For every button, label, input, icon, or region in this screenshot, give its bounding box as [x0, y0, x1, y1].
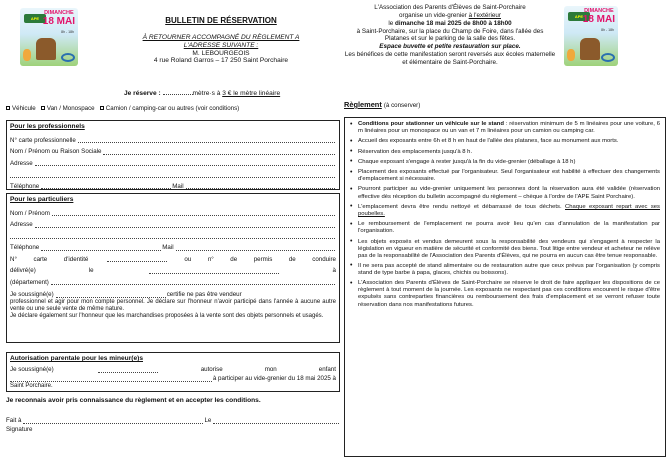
checkbox-icon[interactable] [6, 106, 10, 110]
id-word: permis [253, 255, 273, 263]
id-word: de [288, 255, 296, 263]
minor-word: mon [264, 366, 277, 374]
poster-date [583, 9, 615, 25]
field-label: à participer au vide-grenier du 18 mai 2025 à [212, 375, 336, 383]
certify-text-2: Je déclare également sur l'honneur que les marchandises proposées à la vente sont des objets personnels et usagés. [10, 313, 324, 320]
id-word: N° [10, 255, 17, 263]
rule-item [349, 221, 660, 235]
field-input[interactable] [10, 177, 335, 178]
assoc-text: le [388, 19, 396, 27]
vehicle-label: Van / Monospace [46, 105, 95, 112]
field-label: (département) [10, 278, 49, 286]
rule-text: Les objets exposés et vendus demeurent sous la responsabilité des vendeurs qui s'engagent à respecter la législation en vigueur en matière de sécurité et conformité des biens. Tout litige entre vendeur et acheteur ne relève pas de la responsabilité de l'Association des Parents d'Élèves, qui ne pourra en aucun cas être tenue responsable. [358, 238, 660, 259]
bicycle-illustration [61, 53, 75, 62]
pro-phone-mail-field[interactable] [10, 179, 336, 191]
field-label: Téléphone [10, 182, 40, 190]
rule-item [349, 204, 660, 218]
section-heading: Pour les particuliers [10, 196, 74, 203]
individuals-section [6, 193, 340, 343]
poster-hours: 8h - 18h [61, 30, 74, 34]
vehicle-label: Camion / camping-car ou autres (voir conditions) [105, 105, 240, 112]
id-word: carte [33, 255, 48, 263]
child-name-input[interactable] [10, 381, 212, 382]
pro-address-field[interactable] [10, 156, 336, 168]
field-label: Je soussigné(e) [10, 291, 54, 299]
field-label: Le [204, 417, 212, 425]
recipient-address: 4 rue Roland Garros – 17 250 Saint Porchaire [153, 57, 289, 65]
id-number-input[interactable] [107, 261, 167, 262]
rule-text: Réservation des emplacements jusqu'à 8 h. [358, 148, 473, 155]
rule-text: L'emplacement devra être rendu nettoyé et débarrassé de tous déchets. [358, 203, 565, 210]
rule-bold: Conditions pour stationner un véhicule sur le stand [358, 121, 504, 127]
assoc-line: Les bénéfices de cette manifestation seront reversés aux écoles maternelle et élémentaire de Saint-Porchaire. [344, 51, 556, 67]
poster-date [43, 11, 75, 27]
field-input[interactable] [78, 142, 335, 143]
phone-input[interactable] [41, 188, 171, 189]
assoc-line [344, 20, 556, 28]
vehicle-label: Véhicule [12, 105, 36, 112]
minor-line-1[interactable] [10, 365, 336, 374]
assoc-line: L'Association des Parents d'Élèves de Saint-Porchaire [374, 4, 526, 11]
rule-item [349, 121, 660, 135]
part-delivered-field[interactable] [10, 263, 336, 275]
field-label: certifie ne pas être vendeur [166, 291, 242, 299]
assoc-text: à l'extérieur [468, 11, 501, 19]
id-word: de [230, 255, 238, 263]
minor-word: autorise [200, 366, 223, 374]
phone-input[interactable] [41, 250, 161, 251]
poster-day: 18 MAI [42, 15, 75, 27]
association-intro [344, 4, 556, 67]
rules-subtitle: (à conserver) [383, 102, 421, 109]
field-label: Nom / Prénom [10, 209, 50, 217]
assoc-line: à Saint-Porchaire, sur la place du Champ de Foire, dans l'allée des Platanes et sur le parking de la salle des fêtes. [356, 27, 544, 43]
part-address-line-2[interactable] [10, 229, 336, 241]
vase-illustration [23, 49, 31, 61]
minor-line-3: Saint Porchaire. [10, 382, 53, 389]
return-line-2: L'ADRESSE SUIVANTE : [183, 41, 259, 49]
rule-text: Il ne sera pas accepté de stand alimentaire ou de restauration autre que ceux prévus par l'organisation (y compris stand de type barbe à papa, glaces, chichis ou boissons). [358, 262, 660, 277]
rule-text: Placement des exposants effectué par l'organisateur. Seul l'organisateur est habilité à effectuer des changements d'emplacement si nécessaire. [358, 169, 660, 183]
id-word: ou [184, 255, 192, 263]
field-input[interactable] [52, 215, 335, 216]
field-label: Téléphone [10, 244, 40, 252]
section-heading: Autorisation parentale pour les mineur(e)s [10, 355, 143, 362]
poster-day: 18 MAI [582, 13, 615, 25]
checkbox-icon[interactable] [41, 106, 45, 110]
vase-illustration [567, 49, 575, 61]
event-date: dimanche 18 mai 2025 de 8h00 à 18h00 [395, 19, 512, 27]
minor-word: enfant [318, 366, 336, 374]
field-label: Mail [162, 244, 174, 252]
part-name-field[interactable] [10, 206, 336, 218]
vehicle-options [6, 105, 239, 112]
minor-line-2[interactable] [10, 374, 336, 383]
done-at-line[interactable] [6, 413, 340, 425]
pro-address-line-2[interactable] [10, 167, 336, 179]
place-input[interactable] [23, 423, 203, 424]
rules-box [344, 117, 666, 457]
return-line-1: À RETOURNER ACCOMPAGNÉ DU RÈGLEMENT A [142, 34, 300, 41]
rule-underlined: Chaque exposant repart avec ses poubelles. [358, 203, 660, 217]
checkbox-icon[interactable] [100, 106, 104, 110]
professionals-section [6, 120, 340, 190]
rule-item [349, 149, 660, 156]
armchair-illustration [36, 38, 56, 60]
rules-title: Règlement [344, 100, 382, 109]
vehicle-option-truck[interactable] [100, 105, 239, 112]
form-column [6, 6, 340, 458]
bicycle-illustration [601, 53, 615, 62]
mail-input[interactable] [176, 250, 335, 251]
reserve-label: Je réserve : [124, 90, 161, 97]
assoc-text: organise un vide-grenier [398, 11, 469, 19]
event-poster-image [564, 6, 618, 66]
deliv-word: délivré(e) [10, 267, 36, 275]
part-address-field[interactable] [10, 217, 336, 229]
assoc-line [344, 12, 556, 20]
poster-hours: 8h - 18h [601, 28, 614, 32]
field-input[interactable] [103, 154, 335, 155]
date-input[interactable] [213, 423, 339, 424]
rule-text: : réservation minimum de 5 m linéaires pour une voiture, 6 m linéaires pour un monospace ou un van et 7 m linéaires pour un camion ou camping car. [358, 121, 660, 135]
field-label: Adresse [10, 159, 33, 167]
rule-item [349, 138, 660, 145]
return-address-block [96, 34, 346, 65]
rule-item [349, 263, 660, 277]
commitment-text: Je reconnais avoir pris connaissance du règlement et en accepter les conditions. [6, 397, 261, 404]
pro-name-field[interactable] [10, 144, 336, 156]
id-word: n° [207, 255, 214, 263]
field-input[interactable] [35, 165, 335, 166]
certify-line[interactable] [10, 287, 336, 299]
rules-heading [344, 101, 420, 110]
pro-card-field[interactable] [10, 133, 336, 145]
rule-item [349, 159, 660, 166]
parent-name-input[interactable] [98, 372, 158, 373]
deliv-word: le [88, 267, 94, 275]
part-id-field[interactable] [10, 252, 336, 264]
rule-item [349, 280, 660, 308]
assoc-line: Espace buvette et petite restauration sur place. [379, 43, 521, 51]
field-label: Fait à [6, 417, 22, 425]
rules-column [344, 2, 666, 458]
rule-item [349, 169, 660, 183]
certify-name-input[interactable] [56, 297, 166, 298]
reserve-price: 3 € le mètre linéaire [222, 90, 281, 97]
signature-label: Signature [6, 426, 33, 433]
part-phone-mail-field[interactable] [10, 240, 336, 252]
rule-text: Le remboursement de l'emplacement ne pourra avoir lieu qu'en cas d'annulation de la manifestation par l'organisation. [358, 221, 660, 235]
field-label: Mail [172, 182, 184, 190]
armchair-illustration [580, 38, 600, 60]
ape-logo: APE [568, 12, 590, 21]
field-label: N° carte professionnelle [10, 136, 76, 144]
reserve-line [124, 90, 280, 98]
delivery-place-input[interactable] [149, 273, 279, 274]
rules-list [349, 121, 660, 309]
page-title: BULLETIN DE RÉSERVATION [165, 16, 277, 25]
meters-input[interactable] [163, 94, 193, 95]
poster-day-name: DIMANCHE [584, 8, 614, 14]
event-poster-image [20, 8, 78, 66]
rule-text: Accueil des exposants entre 6h et 8 h en haut de l'allée des platanes, face au monument aux morts. [358, 138, 619, 145]
certify-text: professionnel et agir pour mon compte personnel. Je déclare sur l'honneur n'avoir participé dans l'année à aucune autre vente ou une seule vente de même nature. [10, 298, 336, 312]
field-label: Adresse [10, 221, 33, 229]
field-input[interactable] [51, 284, 335, 285]
field-input[interactable] [10, 238, 335, 239]
rule-item [349, 239, 660, 260]
minors-section [6, 352, 340, 392]
part-dept-field[interactable] [10, 275, 336, 287]
reserve-mid: mètre·s à [192, 90, 221, 97]
rule-text: Chaque exposant s'engage à rester jusqu'à la fin du vide-grenier (déballage à 18 h) [358, 158, 576, 165]
mail-input[interactable] [186, 188, 335, 189]
field-label: Nom / Prénom ou Raison Sociale [10, 148, 102, 156]
field-input[interactable] [35, 227, 335, 228]
section-heading: Pour les professionnels [10, 123, 85, 130]
id-word: d'identité [63, 255, 89, 263]
vehicle-option-van[interactable] [41, 105, 95, 112]
rule-text: Pourront participer au vide-grenier uniquement les personnes dont la réservation aura été validée (réservation effective dès réception du bulletin accompagné du règlement – chèque à l'ordre de l'APE Saint Porchaire). [358, 186, 660, 200]
recipient-name: M. LEBOURGEOIS [192, 49, 250, 57]
rule-text: L'Association des Parents d'Élèves de Saint-Porchaire se réserve le droit de faire appliquer les dispositions de ce règlement à tout moment de la journée. Les exposants ne respectant pas ces conditions encourent le risque d'être expulsés sans contreparties financières ou remboursement des frais d'emplacement et se verront refuser toute réservation dans nos manifestations futures. [358, 280, 660, 308]
id-word: conduire [312, 255, 336, 263]
ape-logo: APE [24, 14, 46, 23]
vehicle-option-car[interactable] [6, 105, 36, 112]
minor-word: Je soussigné(e) [10, 366, 54, 374]
rule-item [349, 186, 660, 200]
deliv-word: à [332, 267, 336, 275]
poster-day-name: DIMANCHE [44, 10, 74, 16]
